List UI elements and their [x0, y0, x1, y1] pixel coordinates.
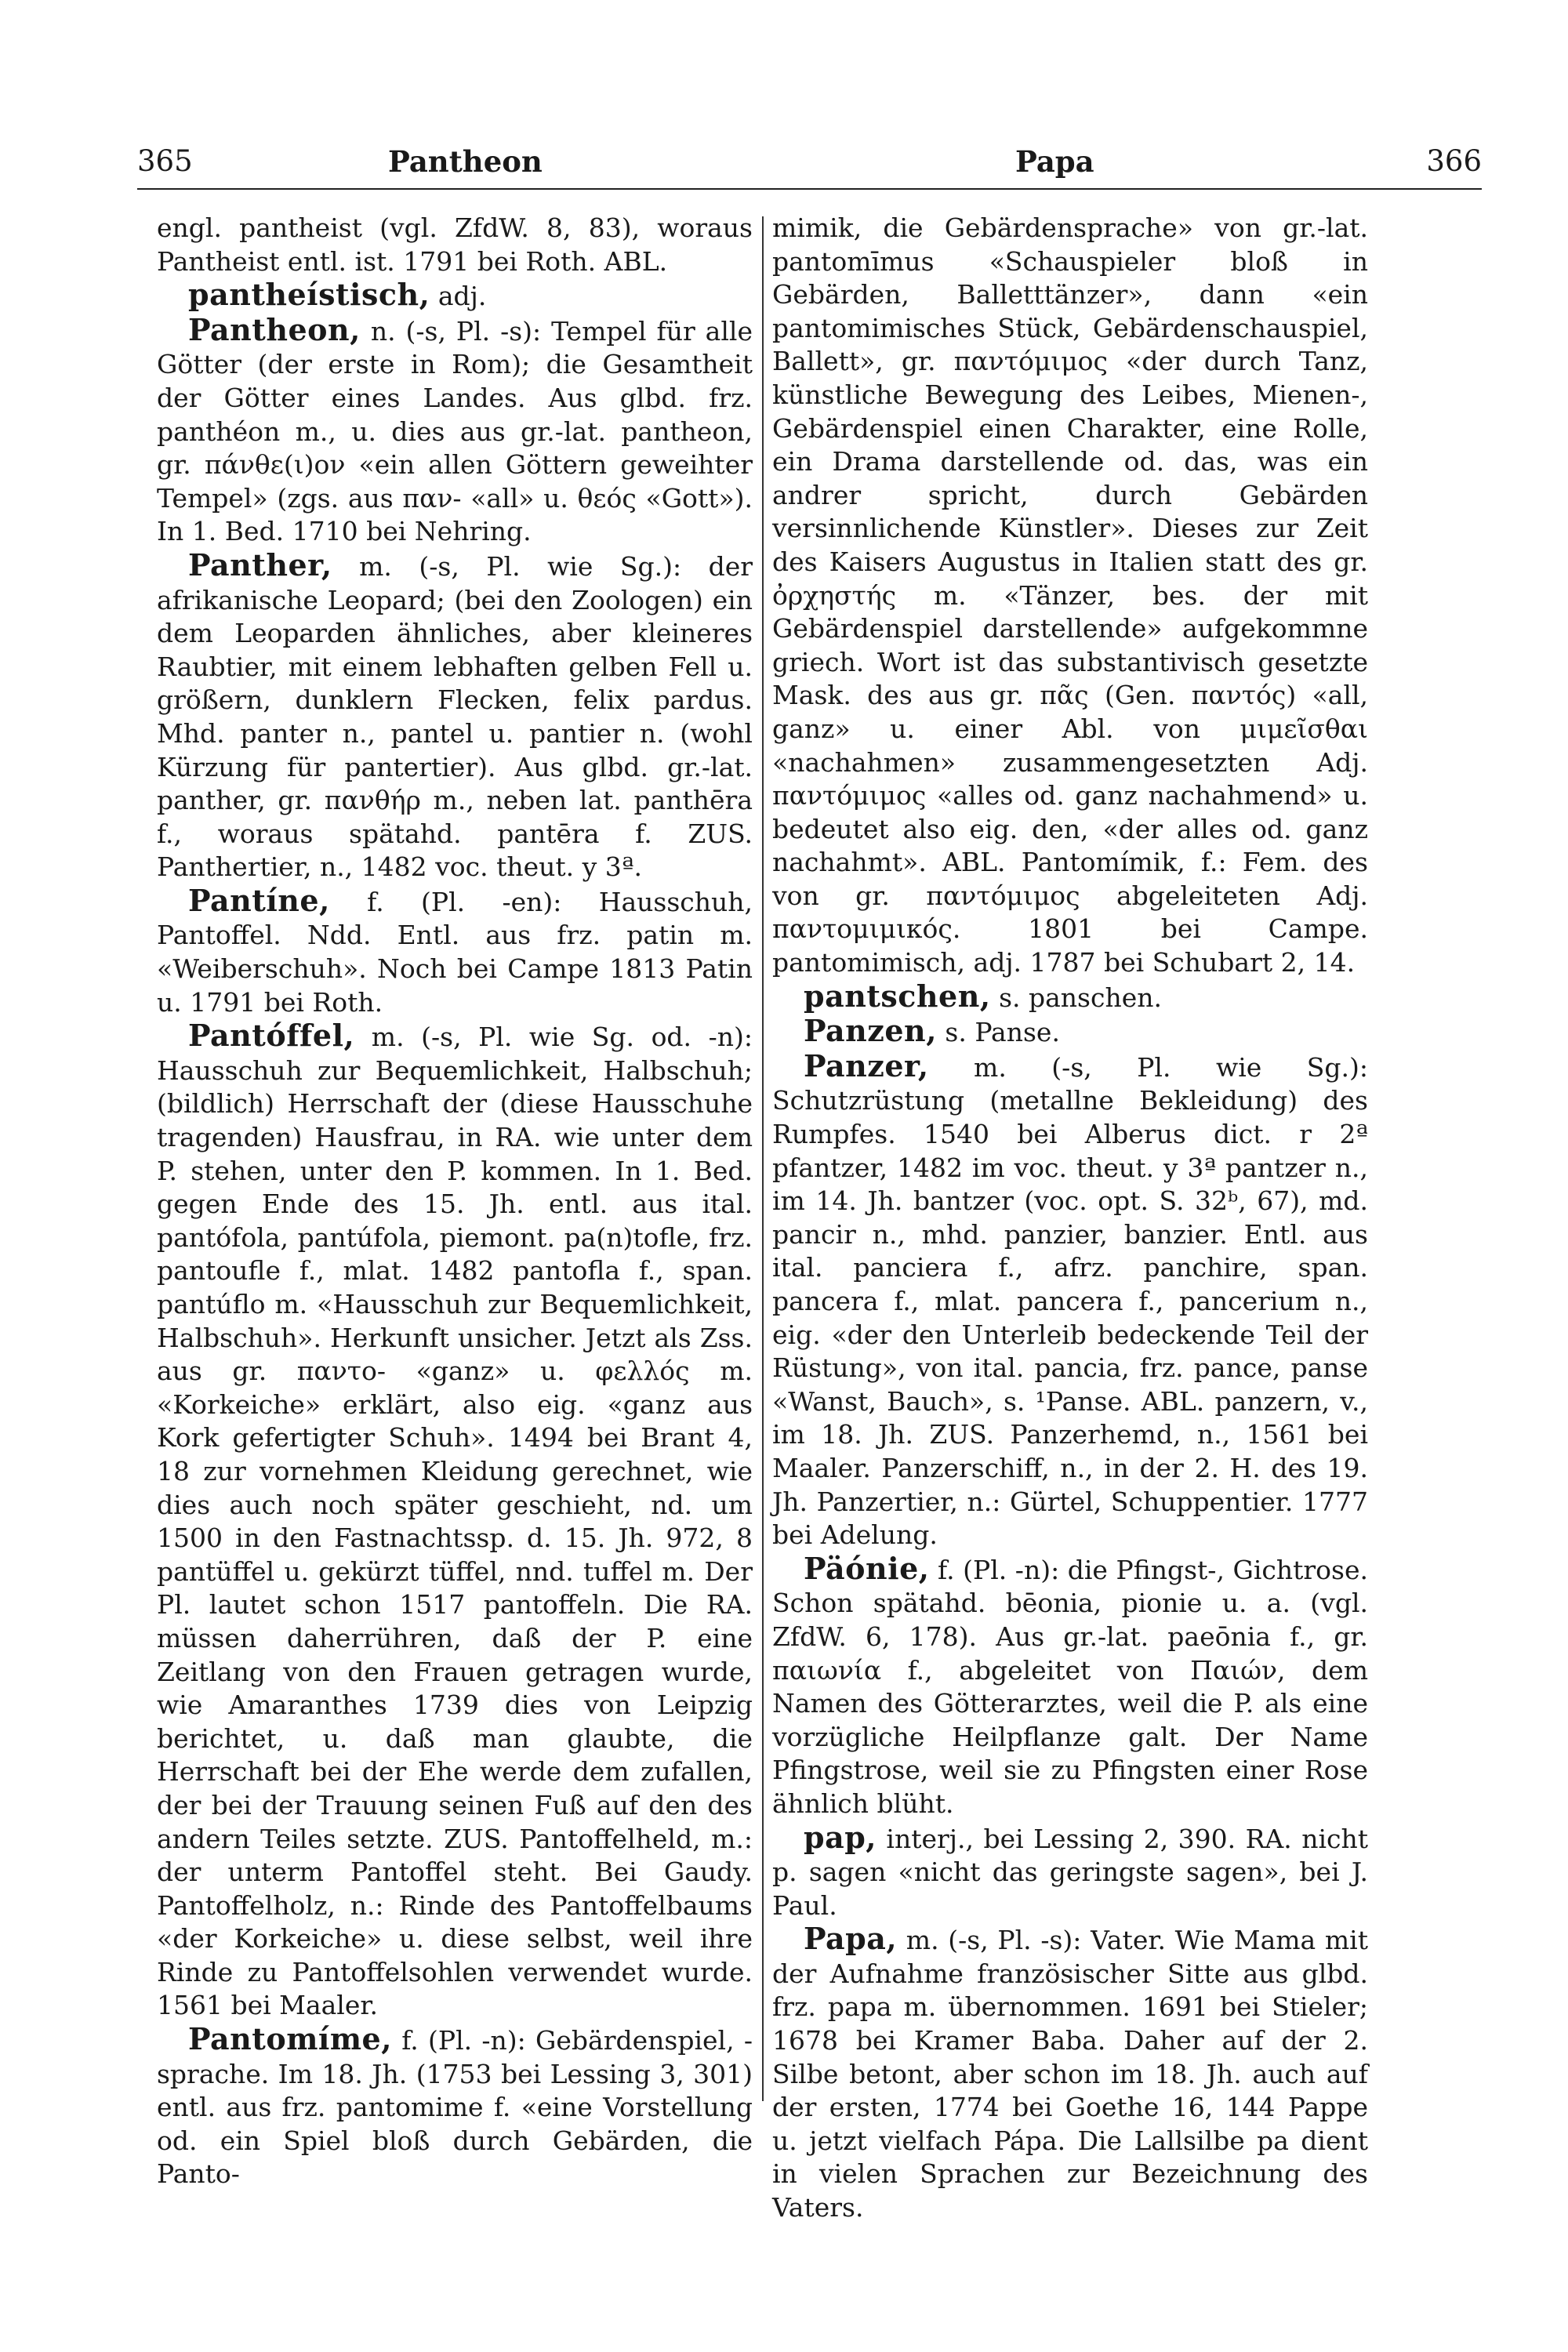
entry-text: f. (Pl. -en): Hausschuh, Pantoffel. Ndd. Entl. aus frz. patin m. «Weiberschuh». Noch bei Campe 1813 Patin u. 1791 bei Roth.	[157, 886, 753, 1018]
entry-continuation	[157, 212, 753, 278]
entry-text: mimik, die Gebärdensprache» von gr.-lat. pantomīmus «Schauspieler bloß in Gebärden, Balletttänzer», dann «ein pantomimisches Stück, Gebärdenschauspiel, Ballett», gr. παντόμιμος «der durch Tanz, künstliche Bewegung des Leibes, Mienen-, Gebärdenspiel einen Charakter, eine Rolle, ein Drama darstellende od. das, was ein andrer spricht, durch Gebärden versinnlichende Künstler». Dieses zur Zeit des Kaisers Augustus in Italien statt des gr. ὀρχηστής m. «Tänzer, bes. der mit Gebärdenspiel darstellende» aufgekommne griech. Wort ist das substantivisch gesetzte Mask. des aus gr. πᾶς (Gen. παντός) «all, ganz» u. einer Abl. von μιμεῖσθαι «nachahmen» zusammengesetzten Adj. παντόμιμος «alles od. ganz nachahmend» u. bedeutet also eig. den, «der alles od. ganz nachahmt». ABL. Pantomímik, f.: Fem. des von gr. παντόμιμος abgeleiteten Adj. παντομιμικός. 1801 bei Campe. pantomimisch, adj. 1787 bei Schubart 2, 14.	[772, 212, 1368, 978]
entry-headword: Panther,	[188, 546, 332, 583]
entry-text: engl. pantheist (vgl. ZfdW. 8, 83), woraus Pantheist entl. ist. 1791 bei Roth. ABL.	[157, 212, 753, 277]
header-rule	[137, 188, 1482, 190]
entry-text: interj., bei Lessing 2, 390. RA. nicht p. sagen «nicht das geringste sagen», bei J. Paul.	[772, 1823, 1368, 1921]
entry-headword: pantheístisch,	[188, 277, 430, 313]
entry-text: m. (-s, Pl. wie Sg.): Schutzrüstung (metallne Bekleidung) des Rumpfes. 1540 bei Alberus dict. r 2ª pfantzer, 1482 im voc. theut. y 3ª pantzer n., im 14. Jh. bantzer (voc. opt. S. 32ᵇ, 67), md. pancir n., mhd. panzier, banzier. Entl. aus ital. panciera f., afrz. panchire, span. pancera f., mlat. pancera f., pancerium n., eig. «der den Unterleib bedeckende Teil der Rüstung», von ital. pancia, frz. pance, panse «Wanst, Bauch», s. ¹Panse. ABL. panzern, v., im 18. Jh. ZUS. Panzerhemd, n., 1561 bei Maaler. Panzerschiff, n., in der 2. H. des 19. Jh. Panzertier, n.: Gürtel, Schuppentier. 1777 bei Adelung.	[772, 1051, 1368, 1551]
dictionary-entry	[772, 1922, 1368, 2224]
dictionary-entry	[772, 1014, 1368, 1050]
entry-text: s. panschen.	[990, 982, 1162, 1013]
dictionary-entry	[157, 884, 753, 1019]
right-page-number: 366	[1426, 144, 1482, 178]
dictionary-entry	[772, 980, 1368, 1015]
entry-text: m. (-s, Pl. wie Sg.): der afrikanische Leopard; (bei den Zoologen) ein dem Leoparden ähnliches, aber kleineres Raubtier, mit einem lebhaften gelben Fell u. größern, dunklern Flecken, felix pardus. Mhd. panter n., pantel u. pantier n. (wohl Kürzung für pantertier). Aus glbd. gr.-lat. panther, gr. πανθήρ m., neben lat. panthēra f., woraus spätahd. pantēra f. ZUS. Panthertier, n., 1482 voc. theut. y 3ª.	[157, 550, 753, 883]
right-column	[772, 212, 1368, 2225]
entry-headword: Papa,	[804, 1921, 898, 1957]
dictionary-entry	[772, 1047, 1368, 1552]
entry-headword: Pantheon,	[188, 311, 361, 347]
entry-text: f. (Pl. -n): Gebärdenspiel, -sprache. Im 18. Jh. (1753 bei Lessing 3, 301) entl. aus frz. pantomime f. «eine Vorstellung od. ein Spiel bloß durch Gebärden, die Panto-	[157, 2025, 753, 2190]
running-header	[137, 141, 1482, 182]
entry-headword: Panzen,	[804, 1013, 937, 1049]
entry-text: m. (-s, Pl. -s): Vater. Wie Mama mit der Aufnahme französischer Sitte aus glbd. frz. papa m. übernommen. 1691 bei Stieler; 1678 bei Kramer Baba. Daher auf der 2. Silbe betont, aber schon im 18. Jh. auch auf der ersten, 1774 bei Goethe 16, 144 Pappe u. jetzt vielfach Pápa. Die Lallsilbe pa dient in vielen Sprachen zur Bezeichnung des Vaters.	[772, 1925, 1368, 2223]
entry-headword: Pantomíme,	[188, 2021, 392, 2057]
dictionary-entry	[157, 311, 753, 549]
entry-text: s. Panse.	[936, 1017, 1060, 1048]
entry-headword: Pantíne,	[188, 882, 330, 918]
entry-text: m. (-s, Pl. wie Sg. od. -n): Hausschuh zur Bequemlichkeit, Halbschuh; (bildlich) Herrschaft der (diese Hausschuhe tragenden) Hausfrau, in RA. wie unter dem P. stehen, unter den P. kommen. In 1. Bed. gegen Ende des 15. Jh. entl. aus ital. pantófola, pantúfola, piemont. pa(n)tofle, frz. pantoufle f., mlat. 1482 pantofla f., span. pantúflo m. «Hausschuh zur Bequemlichkeit, Halbschuh». Herkunft unsicher. Jetzt als Zss. aus gr. παντο- «ganz» u. φελλός m. «Korkeiche» erklärt, also eig. «ganz aus Kork gefertigter Schuh». 1494 bei Brant 4, 18 zur vornehmen Kleidung gerechnet, wie dies auch noch später geschieht, nd. um 1500 in den Fastnachtssp. d. 15. Jh. 972, 8 pantüffel u. gekürzt tüffel, nnd. tuffel m. Der Pl. lautet schon 1517 pantoffeln. Die RA. müssen daherrühren, daß der P. eine Zeitlang von den Frauen getragen wurde, wie Amaranthes 1739 dies von Leipzig berichtet, u. daß man glaubte, die Herrschaft bei der Ehe werde dem zufallen, der bei der Trauung seinen Fuß auf den des andern Teiles setzte. ZUS. Pantoffelheld, m.: der unterm Pantoffel steht. Bei Gaudy. Pantoffelholz, n.: Rinde des Pantoffelbaums «der Korkeiche» u. diese selbst, weil ihre Rinde zu Pantoffelsohlen verwendet wurde. 1561 bei Maaler.	[157, 1022, 753, 2021]
entry-headword: pap,	[804, 1819, 877, 1855]
dictionary-entry	[157, 546, 753, 884]
right-running-headword: Papa	[1015, 144, 1094, 179]
entry-headword: pantschen,	[804, 978, 991, 1014]
entry-headword: Panzer,	[804, 1047, 929, 1083]
entry-headword: Päónie,	[804, 1550, 930, 1586]
left-page-number: 365	[137, 144, 193, 178]
column-divider	[762, 216, 764, 2101]
entry-headword: Pantóffel,	[188, 1018, 355, 1054]
entry-continuation	[772, 212, 1368, 980]
dictionary-entry	[772, 1821, 1368, 1923]
dictionary-entry	[157, 2023, 753, 2191]
entry-text: adj.	[430, 281, 487, 312]
dictionary-entry	[157, 278, 753, 314]
left-column	[157, 212, 753, 2191]
entry-text: f. (Pl. -n): die Pfingst-, Gichtrose. Schon spätahd. bēonia, pionie u. a. (vgl. ZfdW. 6, 178). Aus gr.-lat. paeōnia f., gr. παιωνία f., abgeleitet von Παιών, dem Namen des Götterarztes, weil die P. als eine vorzügliche Heilpflanze galt. Der Name Pfingstrose, weil sie zu Pfingsten einer Rose ähnlich blüht.	[772, 1554, 1368, 1819]
entry-text: n. (-s, Pl. -s): Tempel für alle Götter (der erste in Rom); die Gesamtheit der Götter eines Landes. Aus glbd. frz. panthéon m., u. dies aus gr.-lat. pantheon, gr. πάνθε(ι)ον «ein allen Göttern geweihter Tempel» (zgs. aus παν- «all» u. θεός «Gott»). In 1. Bed. 1710 bei Nehring.	[157, 315, 753, 547]
left-running-headword: Pantheon	[388, 144, 543, 179]
dictionary-entry	[772, 1552, 1368, 1821]
dictionary-entry	[157, 1019, 753, 2023]
